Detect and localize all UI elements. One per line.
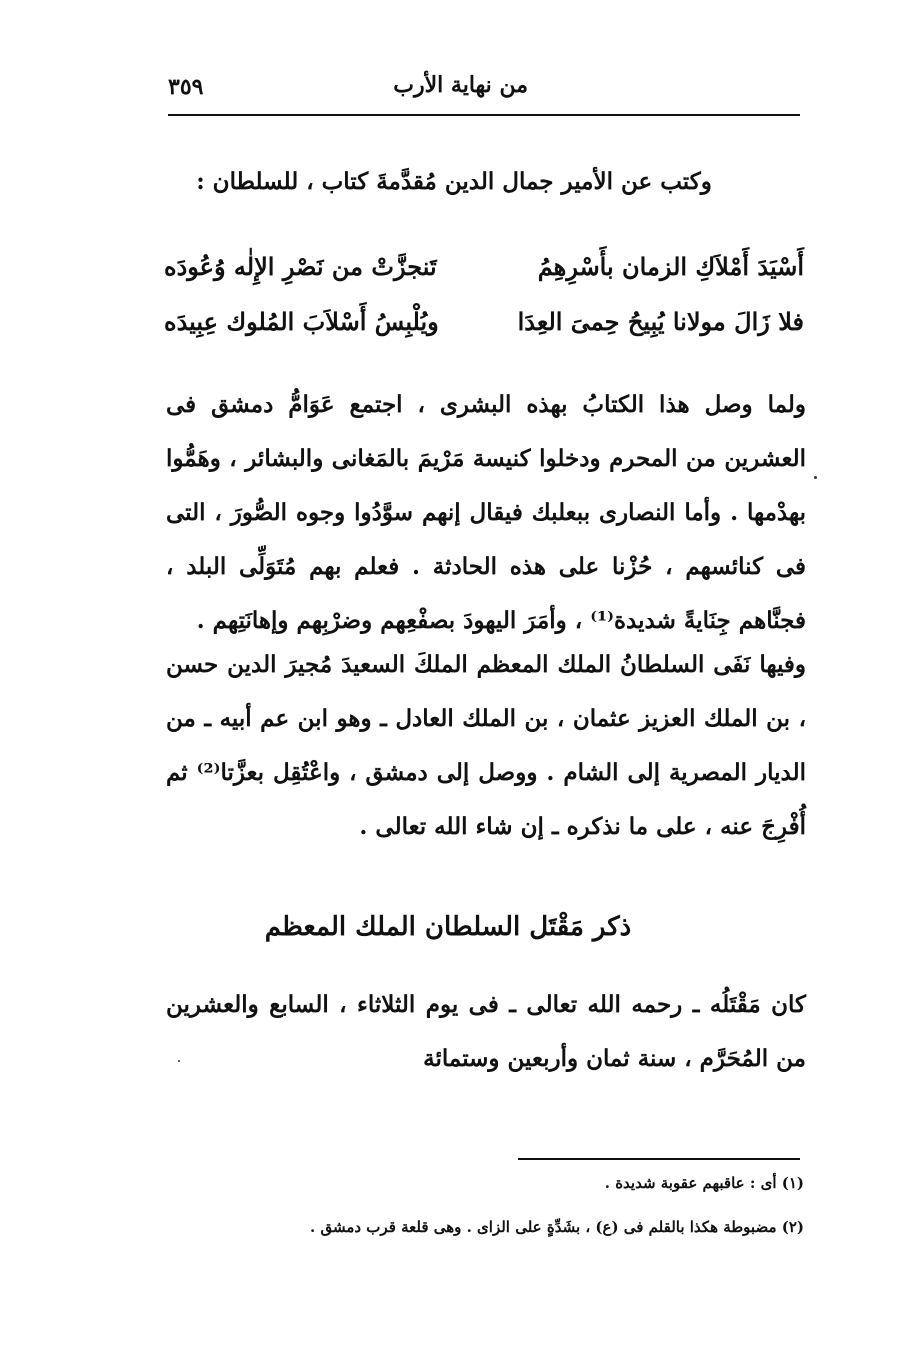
section-heading: ذكر مَقْتَل السلطان الملك المعظم xyxy=(264,912,632,942)
poem-verse-2 xyxy=(164,307,804,336)
verse-2-second-hemistich: ويُلْبِسُ أَسْلاَبَ المُلوك عِبِيدَه xyxy=(164,307,439,336)
verse-1-first-hemistich: أَسْيَدَ أَمْلاَكِ الزمان بأَسْرِهِمُ xyxy=(537,252,804,281)
footnote-1: (١) أى : عاقبهم عقوبة شديدة . xyxy=(604,1174,804,1192)
paragraph-1: ولما وصل هذا الكتابُ بهذه البشرى ، اجتمع عَوَامُّ دمشق فى العشرين من المحرم ودخلوا كنيسة مَرْيمَ بالمَغانى والبشائر ، وهَمُّوا بهدْمها . وأما النصارى ببعلبك فيقال إنهم سوَّدُوا وجوه الصُّورَ ، التى فى كنائسهم ، حُزْنا على هذه الحادثة . فعلم بهم مُتَوَلِّى البلد ، فجنَّاهم جِنَايةً شديدة⁽¹⁾ ، وأمَرَ اليهودَ بصفْعِهم وضرْبِهم وإهانَتِهم . xyxy=(166,391,806,634)
scan-speck xyxy=(814,476,817,479)
page-number: ٣٥٩ xyxy=(168,74,204,100)
poem-verse-1 xyxy=(164,252,804,281)
verse-2-first-hemistich: فلا زَالَ مولانا يُبِيحُ حِمىَ العِدَا xyxy=(517,307,804,336)
running-title: من نهاية الأرب xyxy=(393,72,528,98)
verse-1-second-hemistich: تَنجزَّتْ من نَصْرِ الإِلٰه وُعُودَه xyxy=(164,252,437,281)
footnote-rule xyxy=(518,1158,800,1160)
intro-line: وكتب عن الأمير جمال الدين مُقدَّمةَ كتاب ، للسلطان : xyxy=(196,168,712,195)
scan-speck xyxy=(178,1060,180,1062)
header-rule xyxy=(168,114,800,116)
footnote-2: (٢) مضبوطة هكذا بالقلم فى (ع) ، بشَدِّةٍ على الزاى . وهى قلعة قرب دمشق . xyxy=(310,1218,804,1236)
paragraph-2: وفيها نَفَى السلطانُ الملك المعظم الملكَ السعيدَ مُجيرَ الدين حسن ، بن الملك العزيز عثمان ، بن الملك العادل ـ وهو ابن عم أبيه ـ من الديار المصرية إلى الشام . ووصل إلى دمشق ، واعْتُقِل بعزَّتا⁽²⁾ ثم أُفْرِجَ عنه ، على ما نذكره ـ إن شاء الله تعالى . xyxy=(166,651,806,840)
paragraph-3: كان مَقْتَلُه ـ رحمه الله تعالى ـ فى يوم الثلاثاء ، السابع والعشرين من المُحَرَّم ، سنة ثمان وأربعين وستمائة xyxy=(166,991,806,1072)
running-head xyxy=(168,68,798,108)
